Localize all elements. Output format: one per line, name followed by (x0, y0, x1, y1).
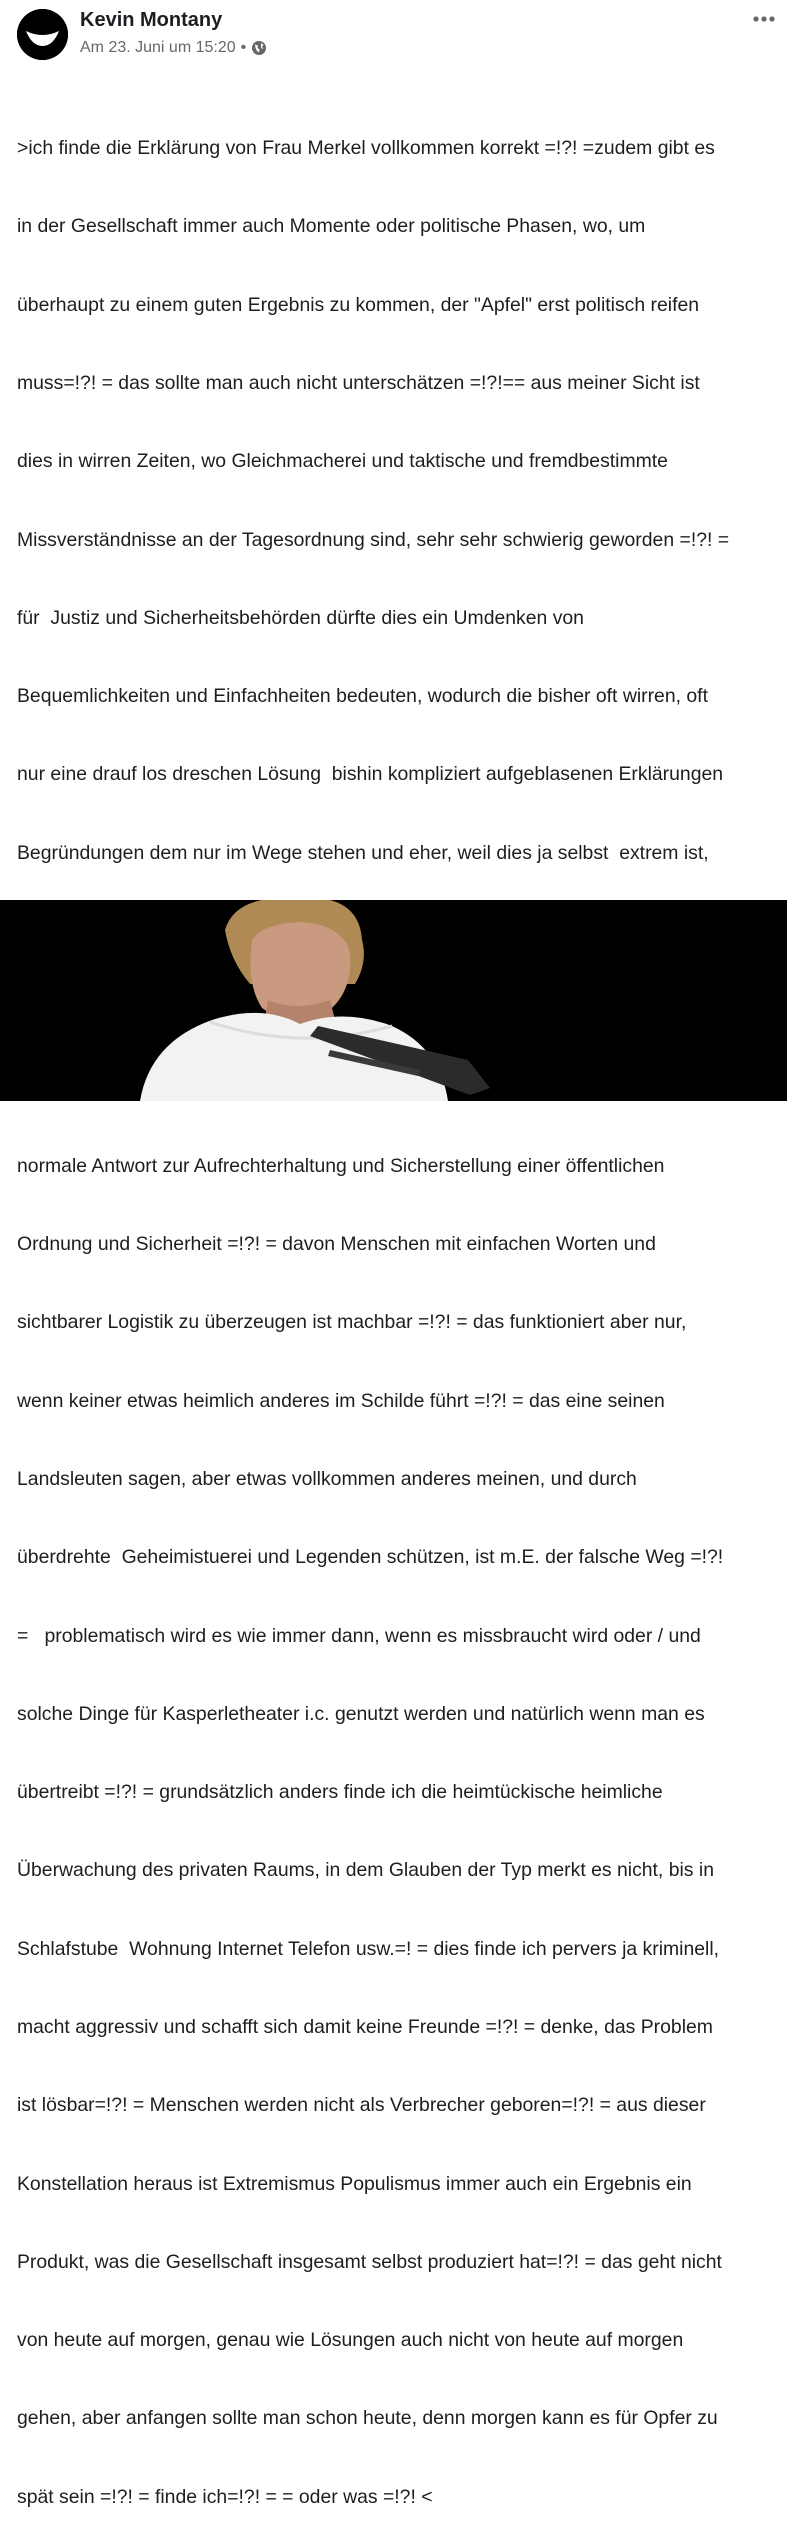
post-text-line: in der Gesellschaft immer auch Momente oder politische Phasen, wo, um (17, 215, 646, 238)
post-text-line: dies in wirren Zeiten, wo Gleichmacherei und taktische und fremdbestimmte (17, 450, 668, 473)
post-text-line: >ich finde die Erklärung von Frau Merkel vollkommen korrekt =!?! =zudem gibt es (17, 137, 715, 160)
post-text-line: macht aggressiv und schafft sich damit keine Freunde =!?! = denke, das Problem (17, 2015, 713, 2038)
post-text-line: Ordnung und Sicherheit =!?! = davon Menschen mit einfachen Worten und (17, 1233, 656, 1256)
post-text-line: Konstellation heraus ist Extremismus Populismus immer auch ein Ergebnis ein (17, 2172, 692, 2195)
speaker-photo (0, 900, 787, 1101)
post-text-line: Schlafstube Wohnung Internet Telefon usw.=! = dies finde ich pervers ja kriminell, (17, 1937, 720, 1960)
post-text-line: gehen, aber anfangen sollte man schon heute, denn morgen kann es für Opfer zu (17, 2407, 718, 2430)
meta-separator: • (240, 39, 247, 56)
post-text-line: übertreibt =!?! = grundsätzlich anders finde ich die heimtückische heimliche (17, 1781, 663, 1804)
post-text-line: Produkt, was die Gesellschaft insgesamt selbst produziert hat=!?! = das geht nicht (17, 2250, 722, 2273)
post-text-line: muss=!?! = das sollte man auch nicht unterschätzen =!?!== aus meiner Sicht ist (17, 372, 700, 395)
post-header (0, 0, 787, 70)
avatar[interactable] (17, 9, 68, 60)
more-options-icon (748, 10, 780, 30)
post-text-line: überhaupt zu einem guten Ergebnis zu kommen, der "Apfel" erst politisch reifen (17, 293, 700, 316)
author-name[interactable]: Kevin Montany (80, 9, 223, 31)
post-text-line: Bequemlichkeiten und Einfachheiten bedeuten, wodurch die bisher oft wirren, oft (17, 685, 708, 708)
post-text-line: Begründungen dem nur im Wege stehen und eher, weil dies ja selbst extrem ist, (17, 841, 709, 864)
post-text (17, 83, 785, 2536)
post-text-line: für Justiz und Sicherheitsbehörden dürfte dies ein Umdenken von (17, 606, 584, 629)
post-text-line: spät sein =!?! = finde ich=!?! = = oder was =!?! < (17, 2485, 433, 2508)
post-text-line: überdrehte Geheimistuerei und Legenden schützen, ist m.E. der falsche Weg =!?! (17, 1546, 724, 1569)
post-text-line: Missverständnisse an der Tagesordnung sind, sehr sehr schwierig geworden =!?! = (17, 528, 730, 551)
post-text-line: nur eine drauf los dreschen Lösung bishin kompliziert aufgeblasenen Erklärungen (17, 763, 724, 786)
post-text-line: Landsleuten sagen, aber etwas vollkommen anderes meinen, und durch (17, 1467, 637, 1490)
avatar-logo-icon (17, 9, 68, 60)
post-photo[interactable] (0, 900, 787, 1101)
post-text-line: von heute auf morgen, genau wie Lösungen auch nicht von heute auf morgen (17, 2329, 684, 2352)
more-options-button[interactable] (748, 10, 780, 30)
post-text-line: wenn keiner etwas heimlich anderes im Schilde führt =!?! = das eine seinen (17, 1389, 665, 1412)
globe-icon[interactable] (251, 40, 267, 56)
post-text-line: Überwachung des privaten Raums, in dem Glauben der Typ merkt es nicht, bis in (17, 1859, 714, 1882)
post-meta (80, 38, 267, 58)
post-text-line: solche Dinge für Kasperletheater i.c. genutzt werden und natürlich wenn man es (17, 1702, 705, 1725)
post-text-line: ist lösbar=!?! = Menschen werden nicht als Verbrecher geboren=!?! = aus dieser (17, 2094, 706, 2117)
post-text-line: sichtbarer Logistik zu überzeugen ist machbar =!?! = das funktioniert aber nur, (17, 1311, 687, 1334)
post-text-line: = problematisch wird es wie immer dann, wenn es missbraucht wird oder / und (17, 1624, 701, 1647)
post-text-line: normale Antwort zur Aufrechterhaltung und Sicherstellung einer öffentlichen (17, 1154, 665, 1177)
post-timestamp[interactable]: Am 23. Juni um 15:20 (80, 39, 236, 56)
